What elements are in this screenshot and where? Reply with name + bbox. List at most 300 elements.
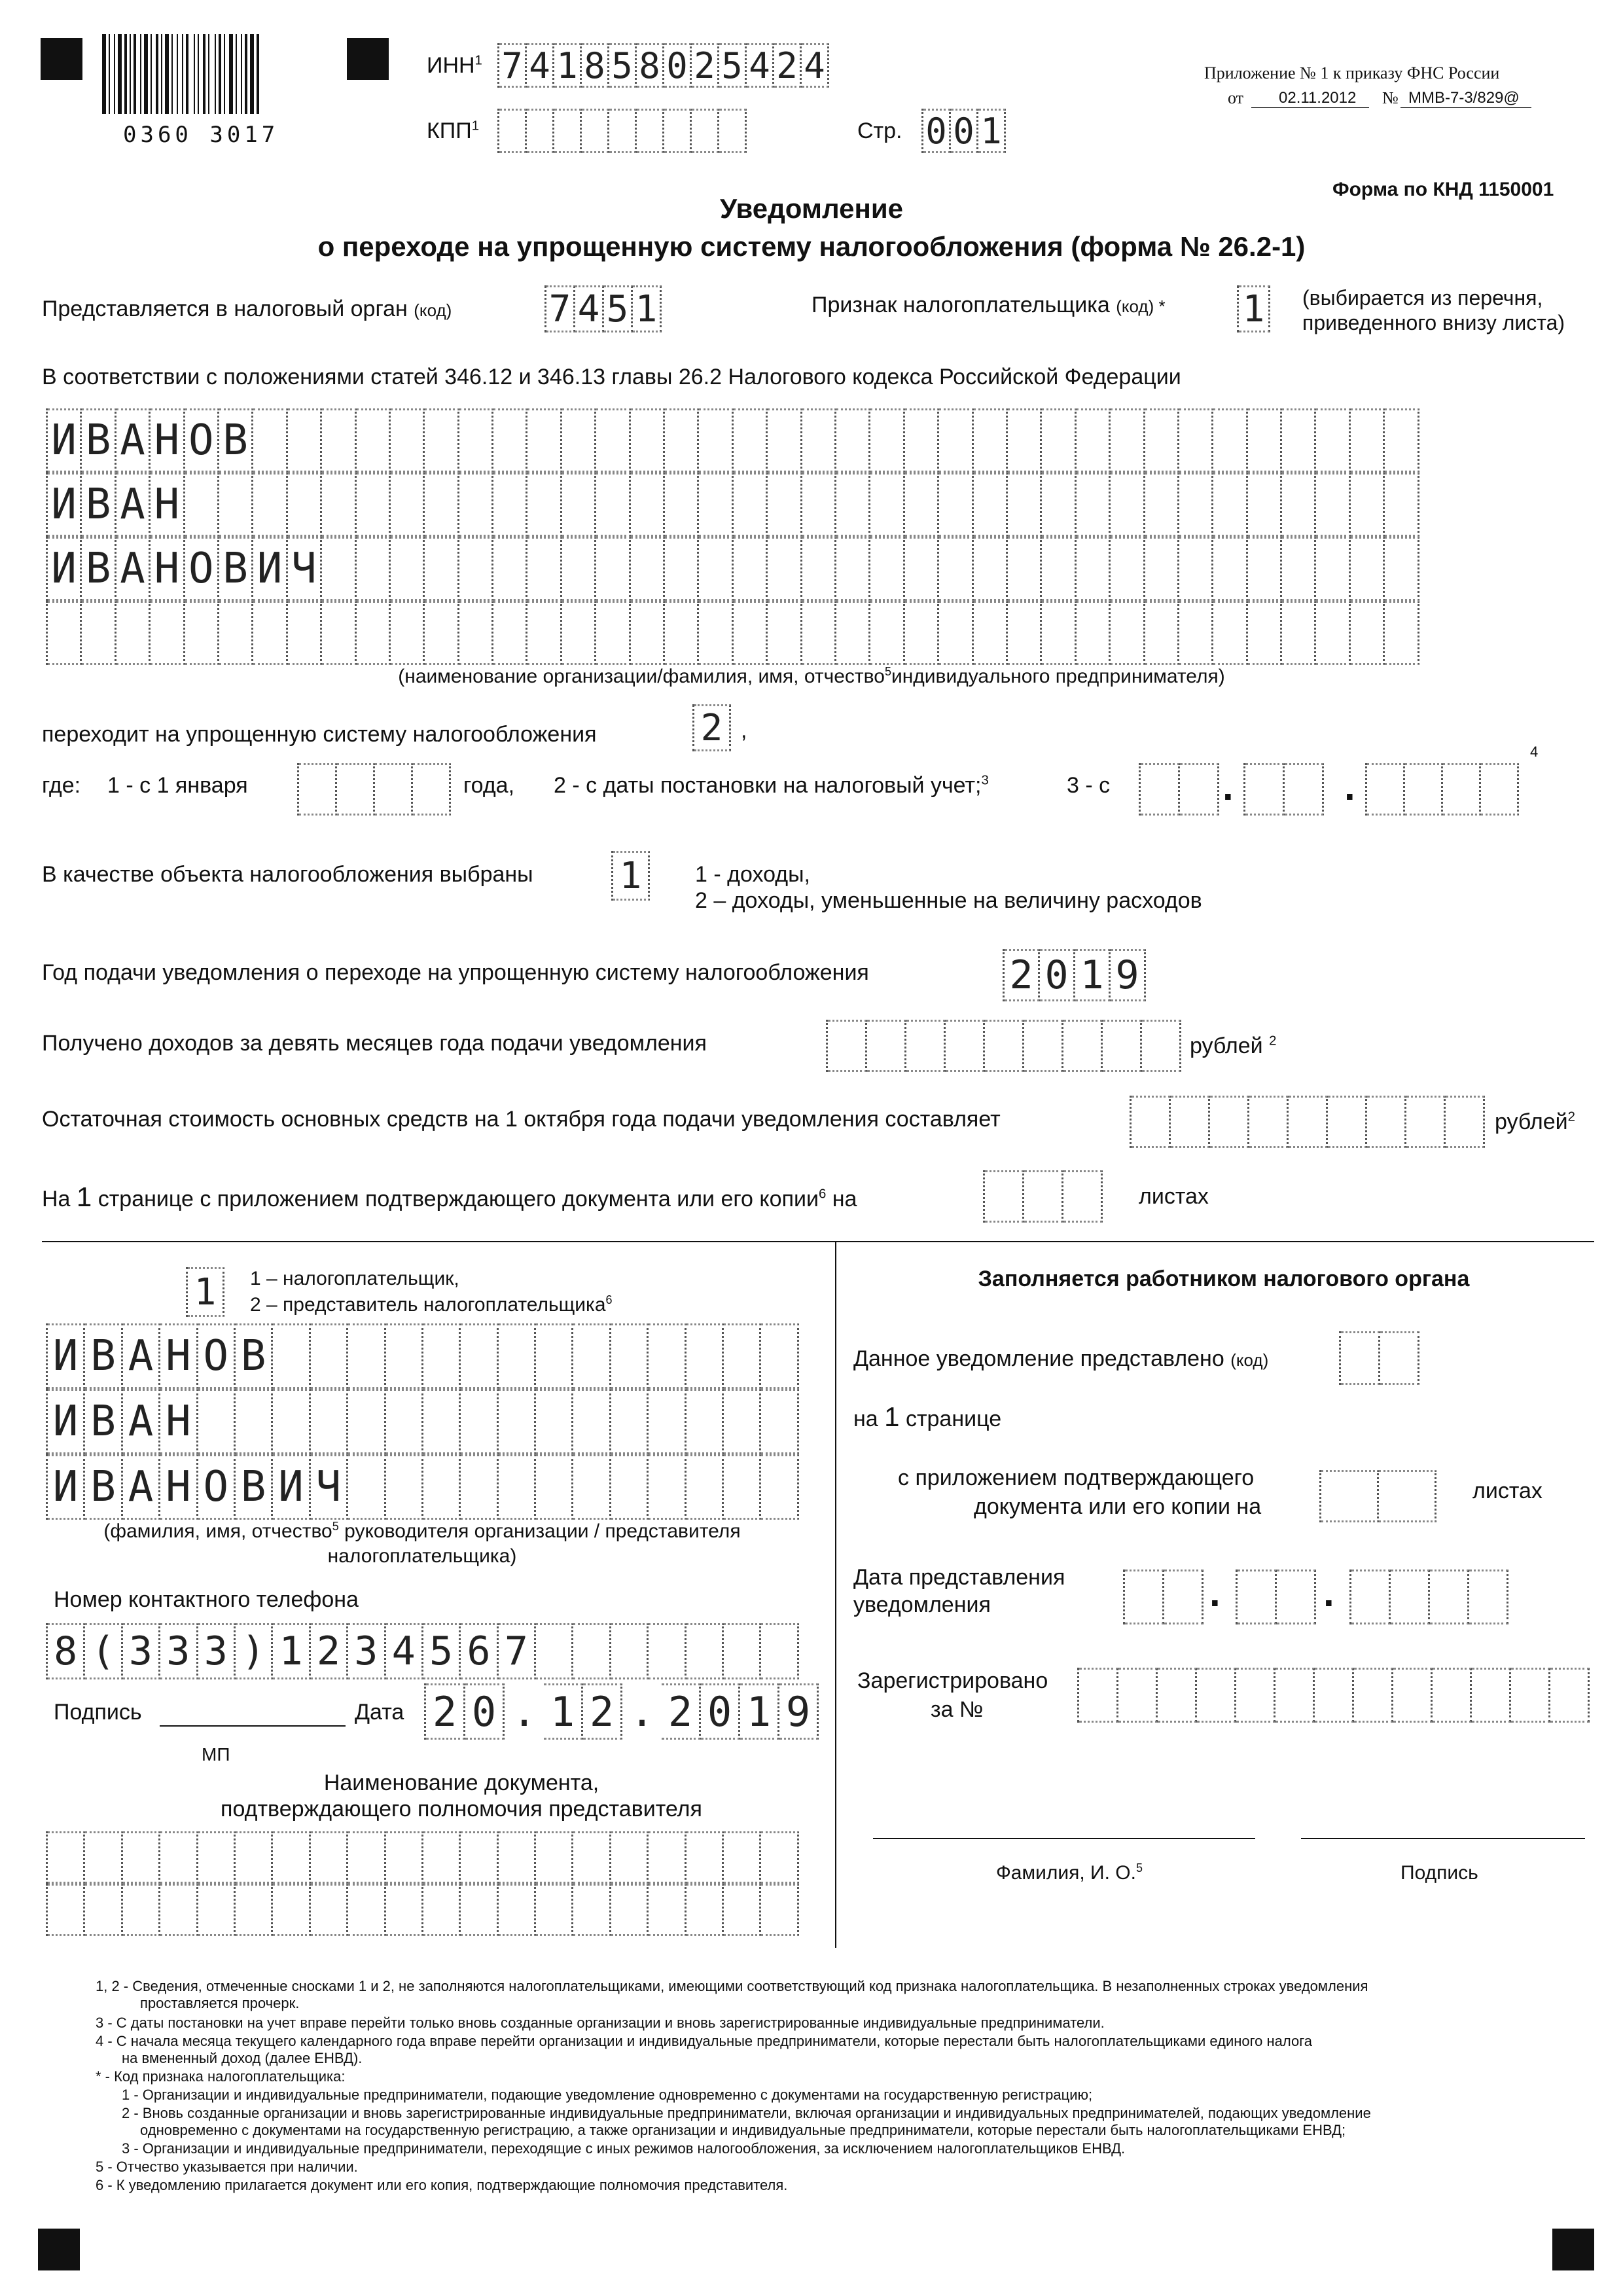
char-cell bbox=[423, 1389, 461, 1454]
office-registration-number-field[interactable] bbox=[1077, 1668, 1590, 1723]
char-cell bbox=[1008, 408, 1042, 473]
corner-marker-bottom-right bbox=[1552, 2229, 1594, 2270]
char-cell: 2 bbox=[583, 1683, 622, 1740]
char-cell bbox=[185, 473, 219, 537]
date-label: Дата bbox=[355, 1700, 404, 1725]
char-cell bbox=[1164, 1570, 1204, 1624]
char-cell: 5 bbox=[423, 1623, 461, 1679]
char-cell: 9 bbox=[1111, 949, 1146, 1001]
char-cell bbox=[836, 601, 870, 665]
footnote: 3 - С даты постановки на учет вправе перейти только вновь созданные организации и вновь зарегистрированные индивидуальные предприниматели. bbox=[96, 2015, 1105, 2031]
char-cell bbox=[391, 601, 425, 665]
income-field[interactable] bbox=[826, 1020, 1181, 1072]
char-cell bbox=[219, 473, 253, 537]
char-cell bbox=[1328, 1096, 1367, 1148]
char-cell bbox=[1145, 473, 1179, 537]
law-text: В соответствии с положениями статей 346.12 и 346.13 главы 26.2 Налогового кодекса Российской Федерации bbox=[42, 365, 1181, 389]
taxpayer-sign-label: Признак налогоплательщика (код) * bbox=[812, 293, 1166, 317]
year-label: Год подачи уведомления о переходе на упрощенную систему налогообложения bbox=[42, 960, 869, 985]
barcode-bar bbox=[241, 34, 242, 114]
taxpayer-extra-field[interactable] bbox=[46, 601, 1419, 665]
char-cell: 1 bbox=[188, 1267, 224, 1317]
char-cell: 4 bbox=[575, 285, 604, 332]
char-cell bbox=[386, 1389, 423, 1454]
char-cell bbox=[1550, 1668, 1590, 1723]
char-cell: И bbox=[273, 1454, 310, 1520]
char-cell bbox=[1197, 1668, 1236, 1723]
char-cell bbox=[905, 537, 939, 601]
taxpayer-name-field[interactable] bbox=[46, 473, 1419, 537]
char-cell: А bbox=[116, 408, 151, 473]
office-registered-label-1: Зарегистрировано bbox=[857, 1668, 1048, 1693]
section-divider bbox=[42, 1241, 1594, 1242]
footnote: проставляется прочерк. bbox=[140, 1995, 300, 2011]
assets-field[interactable] bbox=[1130, 1096, 1485, 1148]
income-label: Получено доходов за девять месяцев года подачи уведомления bbox=[42, 1031, 707, 1056]
char-cell bbox=[1275, 1668, 1315, 1723]
char-cell: А bbox=[123, 1454, 160, 1520]
char-cell bbox=[1111, 473, 1145, 537]
char-cell bbox=[985, 1020, 1024, 1072]
signer-surname-field[interactable] bbox=[46, 1323, 799, 1389]
char-cell bbox=[459, 601, 493, 665]
char-cell bbox=[1024, 1020, 1063, 1072]
char-cell bbox=[905, 473, 939, 537]
barcode-bar bbox=[257, 34, 259, 114]
char-cell: 1 bbox=[613, 851, 650, 901]
char-cell bbox=[724, 1389, 761, 1454]
char-cell bbox=[665, 473, 699, 537]
char-cell bbox=[687, 1389, 724, 1454]
char-cell bbox=[1213, 537, 1247, 601]
phone-field[interactable] bbox=[46, 1623, 799, 1679]
office-sign-line[interactable] bbox=[1301, 1838, 1585, 1839]
char-cell bbox=[1341, 1331, 1380, 1385]
char-cell bbox=[536, 1831, 573, 1884]
char-cell bbox=[974, 537, 1008, 601]
char-cell bbox=[1481, 763, 1519, 816]
char-cell bbox=[609, 109, 637, 153]
char-cell bbox=[631, 537, 665, 601]
char-cell bbox=[665, 408, 699, 473]
char-cell bbox=[386, 1831, 423, 1884]
char-cell bbox=[939, 601, 973, 665]
char-cell bbox=[768, 537, 802, 601]
char-cell: Н bbox=[160, 1454, 198, 1520]
char-cell bbox=[1282, 408, 1316, 473]
char-cell bbox=[611, 1884, 649, 1936]
tax-office-code-field[interactable] bbox=[544, 285, 662, 332]
char-cell bbox=[499, 1884, 536, 1936]
barcode bbox=[102, 34, 318, 119]
char-cell bbox=[562, 473, 596, 537]
char-cell bbox=[761, 1454, 798, 1520]
char-cell bbox=[1351, 537, 1385, 601]
char-cell bbox=[493, 408, 527, 473]
char-cell bbox=[734, 601, 768, 665]
transition-date-year[interactable] bbox=[1365, 763, 1519, 816]
char-cell bbox=[386, 1454, 423, 1520]
char-cell bbox=[665, 537, 699, 601]
char-cell: Н bbox=[160, 1323, 198, 1389]
char-cell bbox=[906, 1020, 946, 1072]
char-cell: 2 bbox=[774, 43, 802, 88]
char-cell bbox=[236, 1831, 273, 1884]
char-cell bbox=[423, 1831, 461, 1884]
char-cell bbox=[573, 1623, 611, 1679]
sign-date-field[interactable] bbox=[424, 1683, 819, 1740]
char-cell bbox=[1289, 1096, 1328, 1148]
char-cell bbox=[1132, 1096, 1171, 1148]
char-cell bbox=[536, 1884, 573, 1936]
char-cell bbox=[611, 1389, 649, 1454]
char-cell bbox=[724, 1831, 761, 1884]
char-cell bbox=[253, 601, 287, 665]
char-cell bbox=[939, 537, 973, 601]
office-date-month[interactable] bbox=[1236, 1570, 1316, 1624]
char-cell bbox=[870, 473, 904, 537]
char-cell: В bbox=[85, 1389, 122, 1454]
signer-option-2: 2 – представитель налогоплательщика$^6$ bbox=[250, 1293, 613, 1316]
office-presented-code-field[interactable] bbox=[1339, 1331, 1419, 1385]
char-cell bbox=[1316, 601, 1350, 665]
char-cell bbox=[536, 1454, 573, 1520]
char-cell bbox=[1277, 1570, 1316, 1624]
char-cell: 1 bbox=[1075, 949, 1111, 1001]
char-cell bbox=[870, 537, 904, 601]
office-pages-line: на 1 странице bbox=[853, 1401, 1002, 1432]
char-cell bbox=[357, 601, 391, 665]
char-cell bbox=[836, 473, 870, 537]
signature-line[interactable] bbox=[160, 1725, 346, 1727]
page-number-field bbox=[921, 109, 1006, 153]
transition-year-field[interactable] bbox=[297, 763, 451, 816]
footnote: 2 - Вновь созданные организации и вновь зарегистрированные индивидуальные предприниматели, включая организации и индивидуальных предпринимателей, подающих уведомление bbox=[122, 2105, 1371, 2121]
char-cell: 7 bbox=[546, 285, 575, 332]
transition-comma: , bbox=[741, 718, 747, 743]
char-cell: 3 bbox=[348, 1623, 385, 1679]
doc-name-row-2[interactable] bbox=[46, 1884, 799, 1936]
char-cell: В bbox=[82, 473, 116, 537]
char-cell bbox=[649, 1323, 686, 1389]
transition-date-day[interactable] bbox=[1139, 763, 1219, 816]
footnote: 6 - К уведомлению прилагается документ или его копия, подтверждающие полномочия представителя. bbox=[96, 2177, 788, 2193]
char-cell bbox=[493, 473, 527, 537]
char-cell: 3 bbox=[123, 1623, 160, 1679]
transition-field[interactable] bbox=[692, 704, 731, 751]
char-cell bbox=[1238, 1570, 1277, 1624]
office-attach-field[interactable] bbox=[1319, 1470, 1436, 1522]
barcode-bar bbox=[236, 34, 237, 114]
char-cell bbox=[768, 601, 802, 665]
char-cell bbox=[236, 1389, 273, 1454]
char-cell bbox=[1511, 1668, 1550, 1723]
transition-date-dot-2: . bbox=[1344, 764, 1355, 808]
char-cell bbox=[493, 537, 527, 601]
signer-caption-2: налогоплательщика) bbox=[327, 1545, 517, 1567]
char-cell bbox=[1079, 1668, 1118, 1723]
char-cell bbox=[322, 537, 356, 601]
char-cell: 7 bbox=[499, 43, 527, 88]
char-cell bbox=[375, 763, 413, 816]
char-cell bbox=[573, 1454, 611, 1520]
char-cell: 9 bbox=[779, 1683, 819, 1740]
income-unit: рублей $^2$ bbox=[1190, 1033, 1277, 1058]
char-cell: 4 bbox=[802, 43, 829, 88]
char-cell bbox=[985, 1170, 1024, 1223]
office-sign-label: Подпись bbox=[1400, 1862, 1478, 1884]
char-cell bbox=[631, 473, 665, 537]
char-cell bbox=[1282, 537, 1316, 601]
char-cell: В bbox=[85, 1323, 122, 1389]
office-date-day[interactable] bbox=[1123, 1570, 1204, 1624]
transition-date-month[interactable] bbox=[1243, 763, 1324, 816]
char-cell: 1 bbox=[978, 109, 1006, 153]
char-cell bbox=[1145, 537, 1179, 601]
char-cell bbox=[1008, 473, 1042, 537]
char-cell bbox=[425, 408, 459, 473]
signer-type-field[interactable] bbox=[186, 1267, 224, 1317]
char-cell bbox=[348, 1323, 385, 1389]
char-cell bbox=[768, 408, 802, 473]
signer-caption: (фамилия, имя, отчество$^5$ руководителя организации / представителя bbox=[103, 1520, 741, 1542]
char-cell bbox=[273, 1323, 310, 1389]
char-cell bbox=[1118, 1668, 1158, 1723]
char-cell: Н bbox=[160, 1389, 198, 1454]
char-cell: И bbox=[48, 1389, 85, 1454]
char-cell bbox=[1142, 1020, 1181, 1072]
char-cell: И bbox=[48, 537, 82, 601]
char-cell bbox=[1446, 1096, 1485, 1148]
char-cell: 1 bbox=[273, 1623, 310, 1679]
char-cell bbox=[1354, 1668, 1393, 1723]
char-cell bbox=[116, 601, 151, 665]
transition-option-3: 3 - с bbox=[1067, 773, 1111, 798]
taxpayer-sign-note-1: (выбирается из перечня, bbox=[1302, 286, 1543, 310]
char-cell bbox=[905, 601, 939, 665]
char-cell bbox=[1385, 537, 1419, 601]
char-cell bbox=[1469, 1570, 1508, 1624]
char-cell bbox=[1141, 763, 1180, 816]
char-cell: А bbox=[123, 1389, 160, 1454]
char-cell bbox=[836, 537, 870, 601]
taxpayer-surname-field[interactable] bbox=[46, 408, 1419, 473]
char-cell bbox=[1111, 537, 1145, 601]
char-cell: 6 bbox=[461, 1623, 498, 1679]
char-cell bbox=[761, 1831, 798, 1884]
barcode-bar bbox=[156, 34, 158, 114]
char-cell bbox=[386, 1323, 423, 1389]
char-cell bbox=[219, 601, 253, 665]
char-cell bbox=[870, 408, 904, 473]
transition-year-word: года, bbox=[463, 773, 515, 798]
char-cell bbox=[1315, 1668, 1354, 1723]
char-cell bbox=[649, 1389, 686, 1454]
office-date-year[interactable] bbox=[1349, 1570, 1508, 1624]
char-cell bbox=[391, 537, 425, 601]
doc-title-2: подтверждающего полномочия представителя bbox=[221, 1797, 702, 1821]
char-cell: 1 bbox=[633, 285, 662, 332]
footnote: одновременно с документами на государственную регистрацию, а также организации и индивидуальные предприниматели, которые перестали быть налогоплательщиками ЕНВД; bbox=[140, 2122, 1346, 2138]
char-cell bbox=[1077, 473, 1111, 537]
office-fio-line[interactable] bbox=[873, 1838, 1255, 1839]
char-cell bbox=[687, 1623, 724, 1679]
object-option-1: 1 - доходы, bbox=[695, 862, 810, 887]
signer-name-field[interactable] bbox=[46, 1389, 799, 1454]
char-cell bbox=[1367, 1096, 1406, 1148]
inn-field[interactable] bbox=[497, 43, 829, 88]
char-cell bbox=[1430, 1570, 1469, 1624]
char-cell bbox=[1282, 473, 1316, 537]
signer-patronymic-field[interactable] bbox=[46, 1454, 799, 1520]
char-cell bbox=[391, 408, 425, 473]
char-cell bbox=[459, 537, 493, 601]
char-cell bbox=[974, 601, 1008, 665]
char-cell bbox=[719, 109, 747, 153]
column-divider bbox=[835, 1241, 836, 1948]
char-cell: 2 bbox=[1005, 949, 1040, 1001]
form-code: Форма по КНД 1150001 bbox=[1332, 179, 1554, 200]
char-cell bbox=[761, 1623, 798, 1679]
office-date-label-1: Дата представления bbox=[853, 1565, 1065, 1590]
year-field[interactable] bbox=[1003, 949, 1146, 1001]
char-cell bbox=[273, 1389, 310, 1454]
char-cell bbox=[337, 763, 375, 816]
char-cell: 4 bbox=[747, 43, 774, 88]
char-cell bbox=[1443, 763, 1481, 816]
page-subtitle: о переходе на упрощенную систему налогообложения (форма № 26.2-1) bbox=[317, 231, 1306, 262]
char-cell bbox=[1351, 1570, 1391, 1624]
char-cell bbox=[459, 408, 493, 473]
char-cell bbox=[1103, 1020, 1142, 1072]
char-cell: 1 bbox=[1239, 285, 1270, 332]
char-cell bbox=[1042, 537, 1076, 601]
char-cell: А bbox=[116, 473, 151, 537]
appendix-from: от bbox=[1228, 88, 1244, 107]
char-cell bbox=[974, 408, 1008, 473]
char-cell bbox=[1145, 601, 1179, 665]
char-cell bbox=[761, 1323, 798, 1389]
char-cell: О bbox=[185, 408, 219, 473]
barcode-bar bbox=[208, 34, 209, 114]
barcode-bar bbox=[140, 34, 141, 114]
char-cell bbox=[1158, 1668, 1197, 1723]
char-cell bbox=[1433, 1668, 1472, 1723]
barcode-bar bbox=[229, 34, 233, 114]
char-cell bbox=[867, 1020, 906, 1072]
char-cell: 7 bbox=[499, 1623, 536, 1679]
char-cell bbox=[461, 1454, 498, 1520]
char-cell: И bbox=[48, 1454, 85, 1520]
char-cell bbox=[1379, 1470, 1436, 1522]
char-cell bbox=[499, 1323, 536, 1389]
footnote: 1, 2 - Сведения, отмеченные сносками 1 и 2, не заполняются налогоплательщиками, имеющими соответствующий код признака налогоплательщика. В незаполненных строках уведомления bbox=[96, 1978, 1368, 1994]
taxpayer-patronymic-field[interactable] bbox=[46, 537, 1419, 601]
doc-name-row-1[interactable] bbox=[46, 1831, 799, 1884]
char-cell bbox=[802, 601, 836, 665]
char-cell bbox=[582, 109, 609, 153]
char-cell bbox=[1351, 473, 1385, 537]
char-cell bbox=[423, 1323, 461, 1389]
char-cell: 0 bbox=[465, 1683, 505, 1740]
char-cell bbox=[649, 1884, 686, 1936]
char-cell: О bbox=[185, 537, 219, 601]
office-fio-label: Фамилия, И. О.$^5$ bbox=[996, 1861, 1143, 1884]
char-cell bbox=[596, 473, 630, 537]
object-field[interactable] bbox=[611, 851, 650, 901]
char-cell bbox=[461, 1389, 498, 1454]
barcode-bar bbox=[102, 34, 106, 114]
char-cell bbox=[1282, 601, 1316, 665]
appendix-num-label: № bbox=[1382, 88, 1399, 107]
char-cell bbox=[185, 601, 219, 665]
char-cell bbox=[1380, 1331, 1419, 1385]
barcode-bar bbox=[203, 34, 205, 114]
char-cell bbox=[562, 601, 596, 665]
char-cell bbox=[527, 601, 562, 665]
char-cell: 0 bbox=[664, 43, 692, 88]
char-cell bbox=[1406, 1096, 1446, 1148]
char-cell: И bbox=[48, 1323, 85, 1389]
char-cell bbox=[699, 473, 733, 537]
kpp-field[interactable] bbox=[497, 109, 747, 153]
appendix-date: 02.11.2012 bbox=[1279, 89, 1357, 107]
char-cell bbox=[828, 1020, 867, 1072]
char-cell bbox=[160, 1884, 198, 1936]
char-cell bbox=[536, 1623, 573, 1679]
char-cell bbox=[699, 601, 733, 665]
char-cell bbox=[724, 1454, 761, 1520]
char-cell bbox=[413, 763, 451, 816]
appendix-number-underline bbox=[1400, 107, 1531, 108]
char-cell: 1 bbox=[544, 1683, 583, 1740]
char-cell: 3 bbox=[198, 1623, 236, 1679]
char-cell: 2 bbox=[692, 43, 719, 88]
office-attach-1: с приложением подтверждающего bbox=[898, 1465, 1255, 1490]
char-cell: 8 bbox=[48, 1623, 85, 1679]
char-cell bbox=[687, 1454, 724, 1520]
char-cell bbox=[649, 1623, 686, 1679]
char-cell: В bbox=[219, 408, 253, 473]
barcode-bar bbox=[182, 34, 183, 114]
barcode-bar bbox=[165, 34, 169, 114]
char-cell bbox=[425, 473, 459, 537]
char-cell: 4 bbox=[527, 43, 554, 88]
char-cell bbox=[724, 1623, 761, 1679]
taxpayer-sign-note-2: приведенного внизу листа) bbox=[1302, 311, 1565, 334]
char-cell bbox=[499, 1389, 536, 1454]
char-cell bbox=[573, 1323, 611, 1389]
barcode-bar bbox=[109, 34, 110, 114]
page-label: Стр. bbox=[857, 118, 902, 143]
pages-line: На 1 странице с приложением подтверждающего документа или его копии$^6$ на bbox=[42, 1181, 857, 1212]
char-cell bbox=[1385, 408, 1419, 473]
char-cell bbox=[493, 601, 527, 665]
char-cell: 3 bbox=[160, 1623, 198, 1679]
taxpayer-sign-field[interactable] bbox=[1237, 285, 1270, 332]
pages-attach-field[interactable] bbox=[983, 1170, 1103, 1223]
char-cell bbox=[1391, 1570, 1430, 1624]
char-cell: В bbox=[219, 537, 253, 601]
char-cell bbox=[1248, 408, 1282, 473]
char-cell bbox=[48, 1884, 85, 1936]
char-cell bbox=[357, 408, 391, 473]
char-cell bbox=[311, 1389, 348, 1454]
char-cell bbox=[1042, 408, 1076, 473]
char-cell: 5 bbox=[719, 43, 747, 88]
object-option-2: 2 – доходы, уменьшенные на величину расходов bbox=[695, 888, 1202, 913]
char-cell bbox=[1249, 1096, 1289, 1148]
